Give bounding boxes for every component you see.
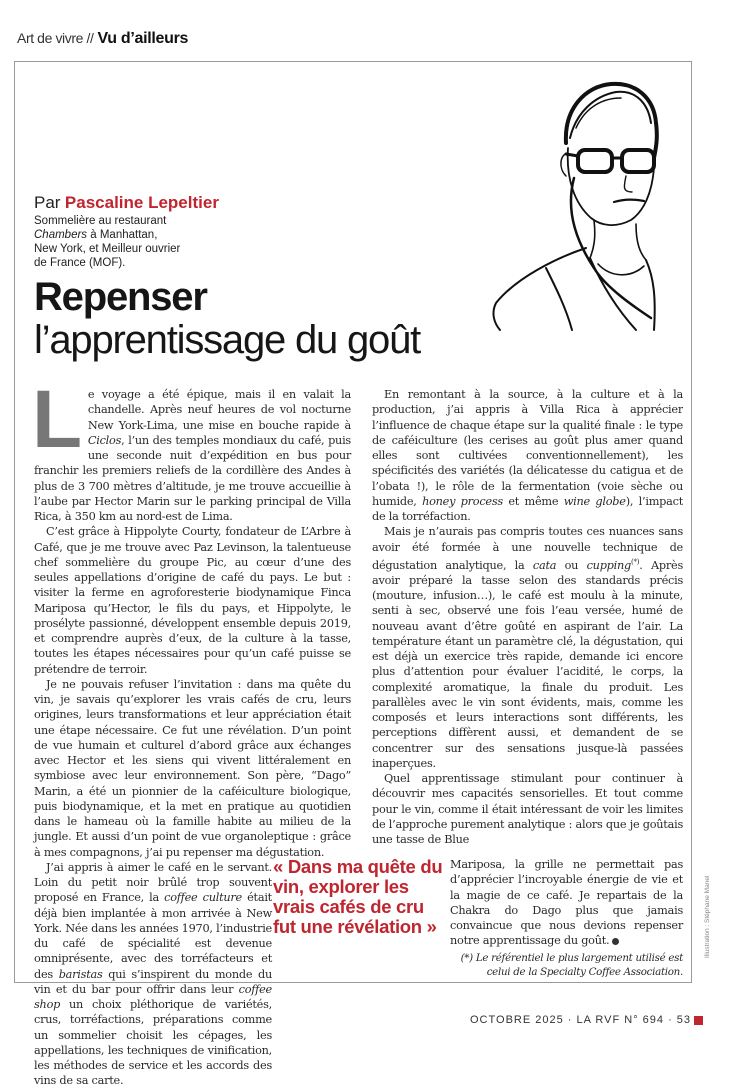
author-portrait-illustration [486, 68, 686, 333]
byline [34, 193, 234, 270]
paragraph-4 [34, 860, 272, 1089]
paragraph-2: C’est grâce à Hippolyte Courty, fondateur de L’Arbre à Café, que je me trouve avec Paz Levinson, la talentueuse chef sommelière du groupe Pic, au cœur d’une des seules appellations d’origine de café du pays. Le but : visiter la ferme en agroforesterie biodynamique Finca Mariposa qu’Hector, le fils du pays, et Hippolyte, le prosélyte passionné, développent ensemble depuis 2019, et comprendre auprès d’eux, de la culture à la tasse, toutes les étapes nécessaires pour qu’un café puisse se prétendre de terroir. [34, 525, 351, 676]
bio-line: Sommelière au restaurant [34, 215, 167, 227]
footnote [450, 951, 683, 979]
bio-line [34, 228, 234, 242]
paragraph-6 [372, 524, 683, 771]
text: En remontant à la source, à la culture et à la production, j’ai appris à Villa Rica à apprécier l’influence de chaque étape sur la qualité finale : le type de caféiculture (les cerises au goût plus amer quand elles sont cultivées conventionnellement), les spécificités des variétés (la délicatesse du catigua et de l’obata !), le rôle de la fermentation (voie sèche ou humide, [372, 388, 683, 508]
mouth [614, 200, 644, 202]
paragraph-3: Je ne pouvais refuser l’invitation : dans ma quête du vin, je savais qu’explorer les vrais cafés de cru, leurs origines, leurs transformations et leur appréciation était une étape nécessaire. Ce fut une révélation. D’un point de vue humain et culturel d’abord grâce aux échanges avec Hector et les siens qui vivent littéralement en symbiose avec leur environnement. Son père, “Dago” Marin, a été un pionnier de la caféiculture biologique, puis biodynamique, et la met en pratique au quotidien dans le hameau où la famille habite au milieu de la jungle. Et aussi d’un point de vue organoleptique : grâce à mes compagnons, j’ai pu repenser ma dégustation. [34, 677, 351, 859]
section-rubric [17, 30, 188, 48]
section-label: Art de vivre // [17, 30, 94, 46]
paragraph-5 [372, 387, 683, 524]
drop-cap: L [32, 374, 82, 465]
article-title [34, 276, 420, 362]
text: ), l’impact de la torréfaction. [372, 494, 683, 523]
bio-line: New York, et Meilleur ouvrier [34, 243, 181, 255]
footnote-marker: (*) [631, 557, 640, 566]
text-italic: coffee shop [34, 982, 272, 1011]
paragraph-7: Quel apprentissage stimulant pour continuer à découvrir mes capacités sensorielles. Et tout comme pour le vin, comme il était intéressant de voir les limites de l’approche purement analytique : alors que je goûtais une tasse de Blue [372, 772, 683, 847]
bio-line: de France (MOF). [34, 257, 126, 269]
text: un choix pléthorique de variétés, crus, torréfactions, préparations comme un sommelier choisit les cépages, les appellations, les techniques de vinification, les méthodes de service et les accords des vins de sa carte. [34, 998, 272, 1088]
text: et même [502, 494, 564, 508]
neck [590, 220, 646, 260]
bio-text: à Manhattan, [87, 229, 158, 241]
article-column-3 [450, 857, 683, 979]
text: Mariposa, la grille ne permettait pas d’apprécier l’incroyable énergie de vie et la magie de ce café. Je repartais de la Chakra do Dago plus que jamais convaincue que nous devions repenser notre apprentissage du goût. [450, 858, 683, 948]
glasses-right [622, 150, 654, 172]
restaurant-name: Chambers [34, 229, 88, 241]
text: ou [556, 558, 587, 572]
paragraph-1 [32, 374, 351, 524]
tshirt-collar [598, 264, 644, 275]
byline-prefix: Par [34, 193, 61, 212]
article-column-2 [372, 387, 683, 857]
text: qui s’inspirent du monde du vin et du bar pour offrir dans leur [34, 967, 272, 996]
text-italic: honey process [422, 494, 503, 508]
issue-info: OCTOBRE 2025 · LA RVF N° 694 · 53 [470, 1014, 692, 1026]
text: . Après avoir préparé la tasse selon des standards précis (mouture, infusion…), le café est moulu à la minute, senti à sec, observé une fois l’eau versée, humé de nouveau avant d’être goûté en aspirant de l’air. La température étant un paramètre clé, la dégustation, qui est déjà un exercice très rapide, demande ici encore plus d’attention pour évaluer l’acidité, le corps, la complexité aromatique, la finale du produit. Les parallèles avec le vin sont évidents, mais, comme les composés et leurs interactions sont différents, les perceptions diffèrent aussi, et demandent de se concentrer sur des sensations jusque-là passées inaperçues. [372, 558, 683, 770]
text-italic: baristas [58, 967, 103, 981]
footnote-line: celui de la Specialty Coffee Association. [486, 965, 683, 978]
subsection-label: Vu d’ailleurs [97, 30, 189, 47]
text-italic: cata [532, 558, 557, 572]
title-line-1: Repenser [34, 275, 207, 319]
glasses-left [578, 150, 612, 172]
magazine-logo-icon [694, 1016, 703, 1025]
author-bio [34, 214, 234, 270]
text-italic: coffee culture [164, 891, 242, 905]
author-name: Pascaline Lepeltier [64, 193, 219, 212]
text-italic: cupping [586, 558, 632, 572]
jacket [493, 248, 654, 330]
text: J’ai appris à aimer le café en le servant. Loin du petit noir brûlé trop souvent proposé en France, la [34, 860, 272, 905]
article-column-1 [32, 374, 351, 1089]
illustration-credit: Illustration : Stéphane Manel [704, 875, 711, 958]
nose [624, 176, 632, 192]
text-italic: Ciclos [87, 433, 122, 447]
paragraph-7-continued [450, 857, 683, 949]
title-line-2: l’apprentissage du goût [34, 318, 421, 362]
end-mark-icon [612, 938, 619, 945]
text-italic: wine globe [563, 494, 626, 508]
text: , l’un des temples mondiaux du café, puis une seconde nuit d’expédition en bus pour franchir les premiers reliefs de la cordillère des Andes à plus de 3 700 mètres d’altitude, je me trouve accueillie à l’aube par Hector Marin sur le parking principal de Villa Rica, à 350 km au nord-est de Lima. [34, 433, 351, 523]
text: e voyage a été épique, mais il en valait la chandelle. Après neuf heures de vol nocturne New York-Lima, une mise en bouche rapide à [87, 388, 351, 432]
page-folio [470, 1014, 703, 1026]
pull-quote: « Dans ma quête du vin, explorer les vrais cafés de cru fut une révélation » [273, 856, 443, 937]
footnote-line: (*) Le référentiel le plus largement utilisé est [460, 951, 683, 964]
text: Mais je n’aurais pas compris toutes ces nuances sans avoir été formée à une nouvelle technique de dégustation analytique, la [372, 525, 683, 572]
text: était déjà bien implantée à mon arrivée à New York. Née dans les années 1970, l’industrie du café de spécialité est devenue omniprésente, avec des torréfacteurs et des [34, 891, 272, 981]
